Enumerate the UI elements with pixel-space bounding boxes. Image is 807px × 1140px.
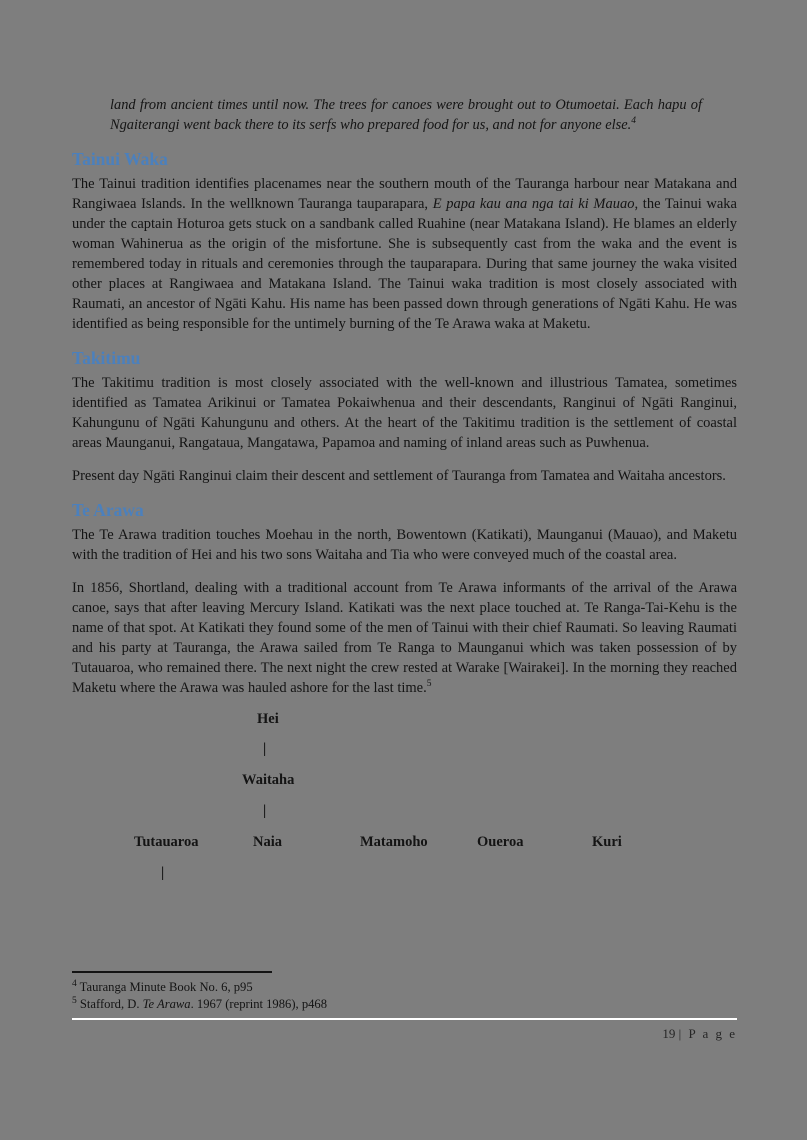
footnote-5-text-after: . 1967 (reprint 1986), p468 (190, 996, 328, 1011)
footnote-reference-4: 4 (631, 116, 636, 127)
footnote-5-title: Te Arawa (142, 996, 191, 1011)
paragraph-te-arawa-2 (72, 578, 737, 698)
page-body (72, 95, 737, 889)
te-arawa-1856-text: In 1856, Shortland, dealing with a traditional account from Te Arawa informants of the arrival of the Arawa canoe, says that after leaving Mercury Island. Katikati was the next place touched at. Te Ranga-Tai-Kehu is the name of that spot. At Katikati they found some of the men of Tainui with their chief Raumati. So leaving Raumati and his party at Tauranga, the Arawa sailed from Te Ranga to Maunganui which was taken possession of by Tutauaroa, who remained there. The next night the crew rested at Warake [Wairakei]. In the morning they reached Maketu where the Arawa was hauled ashore for the last time. (72, 580, 737, 696)
footnote-5 (72, 996, 737, 1013)
genealogy-descendant-tutauaroa: Tutauaroa (134, 834, 199, 850)
tainui-text-after: , the Tainui waka under the captain Hoturoa gets stuck on a sandbank called Ruahine (near Matakana Island). He blames an elderly woman Wahinerua as the origin of the misfortune. She is subsequently cast from the waka and the event is remembered today in rituals and ceremonies through the tauparapara. During that same journey the waka visited other places at Rangiwaea and Matakana Island. The Tainui waka tradition is most closely associated with Raumati, an ancestor of Ngāti Kahu. His name has been passed down through generations of Ngāti Kahu. He was identified as being responsible for the untimely burning of the Te Arawa waka at Maketu. (72, 196, 737, 332)
tainui-text-before: The Tainui tradition identifies placenames near the southern mouth of the Tauranga harbour near Matakana and Rangiwaea Islands. In the wellknown Tauranga tauparapara, (72, 176, 737, 212)
footnote-5-text-before: Stafford, D. (76, 996, 143, 1011)
genealogy-descendant-kuri: Kuri (592, 834, 622, 850)
section-heading-tainui-waka: Tainui Waka (72, 149, 168, 169)
genealogy-connector: | (263, 741, 267, 757)
genealogy-descendant-naia: Naia (253, 834, 282, 850)
block-quote (110, 95, 702, 135)
footnote-reference-5: 5 (426, 679, 432, 690)
footnotes-area (72, 971, 737, 1012)
genealogy-connector: | (161, 865, 165, 881)
paragraph-takitimu-1: The Takitimu tradition is most closely associated with the well-known and illustrious Tamatea, sometimes identified as Tamatea Arikinui or Tamatea Pokaiwhenua and their descendants, Ranginui of Ngāti Ranginui, Kahungunu of Ngāti Kahungunu and others. At the heart of the Takitimu tradition is the settlement of coastal areas Maunganui, Rangataua, Mangatawa, Papamoa and naming of inland areas such as Puwhenua. (72, 375, 737, 451)
page-label: | P a g e (678, 1026, 737, 1041)
page-footer (72, 1018, 737, 1042)
paragraph-te-arawa-1: The Te Arawa tradition touches Moehau in the north, Bowentown (Katikati), Maunganui (Mauao), and Maketu with the tradition of Hei and his two sons Waitaha and Tia who were conveyed much of the coastal area. (72, 527, 737, 563)
genealogy-ancestor-hei: Hei (257, 711, 279, 727)
footnote-5-number: 5 (72, 995, 77, 1006)
footnote-4 (72, 979, 737, 996)
genealogy-descendant-matamoho: Matamoho (360, 834, 428, 850)
paragraph-tainui (72, 174, 737, 334)
footnote-4-number: 4 (72, 978, 77, 989)
genealogy-descendant-oueroa: Oueroa (477, 834, 524, 850)
tainui-maori-phrase: E papa kau ana nga tai ki Mauao (432, 196, 635, 212)
genealogy-diagram (72, 711, 737, 889)
section-heading-takitimu: Takitimu (72, 348, 141, 368)
genealogy-ancestor-waitaha: Waitaha (242, 772, 295, 788)
paragraph-takitimu-2: Present day Ngāti Ranginui claim their descent and settlement of Tauranga from Tamatea and Waitaha ancestors. (72, 468, 726, 484)
quote-text: land from ancient times until now. The trees for canoes were brought out to Otumoetai. Each hapu of Ngaiterangi went back there to its serfs who prepared food for us, and not for anyone else. (110, 97, 702, 133)
section-heading-te-arawa: Te Arawa (72, 500, 144, 520)
page-number: 19 (662, 1026, 679, 1041)
genealogy-connector: | (263, 803, 267, 819)
footnote-4-text: Tauranga Minute Book No. 6, p95 (76, 980, 253, 994)
footnote-separator-rule (72, 971, 272, 973)
